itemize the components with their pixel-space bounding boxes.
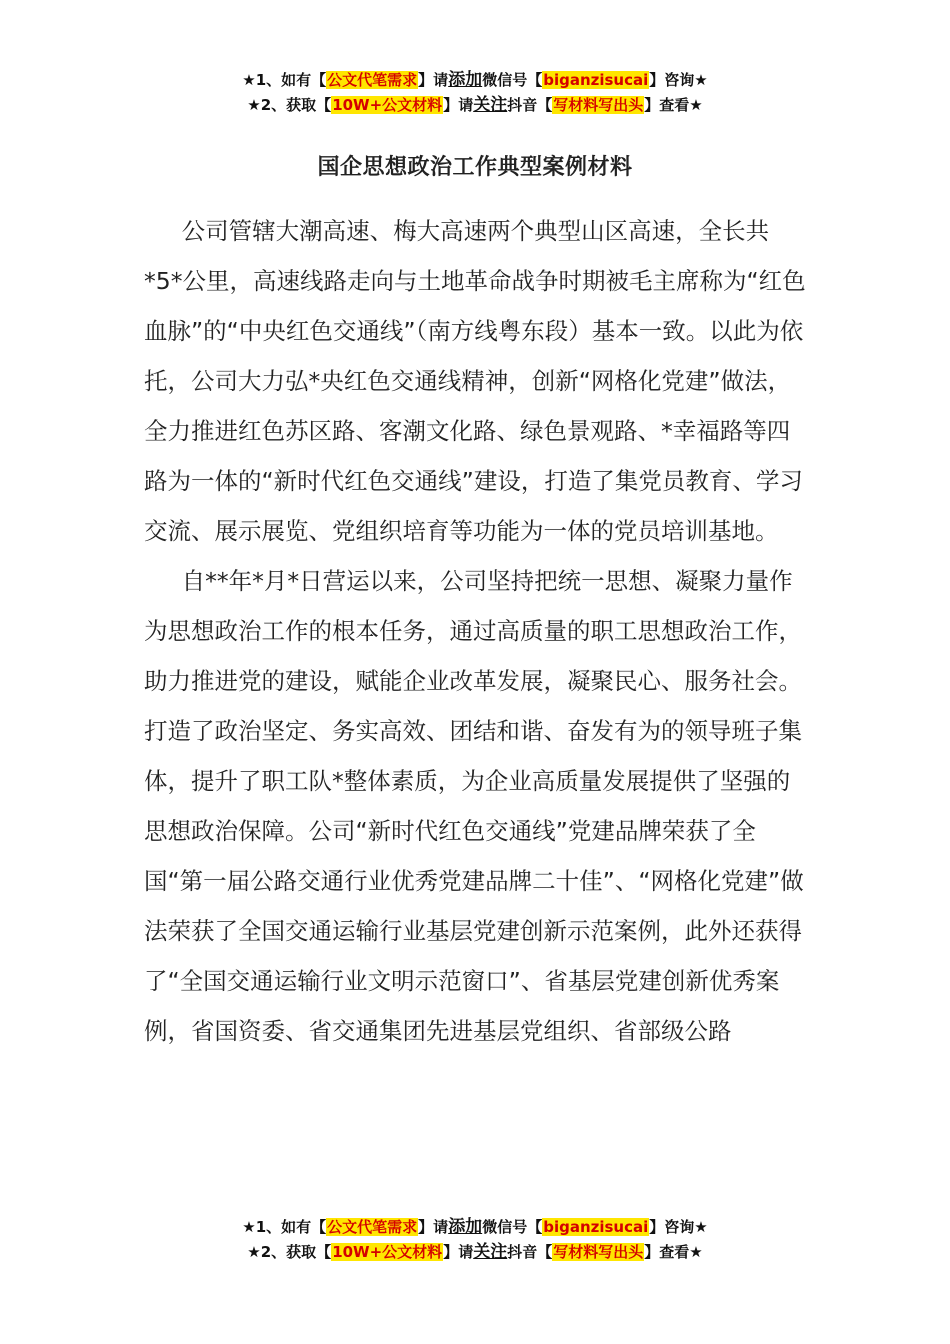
- highlight-materials: 10W+公文材料: [332, 1243, 443, 1261]
- paragraph-1: 公司管辖大潮高速、梅大高速两个典型山区高速，全长共*5*公里，高速线路走向与土地革命战争时期被毛主席称为“红色血脉”的“中央红色交通线”（南方线粤东段）基本一致。以此为依托，公司大力弘*央红色交通线精神，创新“网格化党建”做法，全力推进红色苏区路、客潮文化路、绿色景观路、*幸福路等四路为一体的“新时代红色交通线”建设，打造了集党员教育、学习交流、展示展览、党组织培育等功能为一体的党员培训基地。: [144, 217, 806, 545]
- highlight-service: 公文代笔需求: [327, 1218, 418, 1236]
- banner-line-1: ★1、如有【公文代笔需求】请添加微信号【biganzisucai】咨询★: [242, 70, 708, 90]
- highlight-douyin: 写材料写出头: [553, 96, 644, 114]
- document-title: 国企思想政治工作典型案例材料: [317, 155, 633, 180]
- highlight-service: 公文代笔需求: [327, 71, 418, 89]
- banner-line-1: ★1、如有【公文代笔需求】请添加微信号【biganzisucai】咨询★: [242, 1217, 708, 1237]
- banner-line-2: ★2、获取【10W+公文材料】请关注抖音【写材料写出头】查看★: [247, 95, 703, 115]
- highlight-douyin: 写材料写出头: [553, 1243, 644, 1261]
- highlight-wechat-id: biganzisucai: [543, 71, 649, 89]
- highlight-materials: 10W+公文材料: [332, 96, 443, 114]
- banner-line-2: ★2、获取【10W+公文材料】请关注抖音【写材料写出头】查看★: [247, 1242, 703, 1262]
- paragraph-2: 自**年*月*日营运以来，公司坚持把统一思想、凝聚力量作为思想政治工作的根本任务，通过高质量的职工思想政治工作，助力推进党的建设，赋能企业改革发展，凝聚民心、服务社会。打造了政治坚定、务实高效、团结和谐、奋发有为的领导班子集体，提升了职工队*整体素质，为企业高质量发展提供了坚强的思想政治保障。公司“新时代红色交通线”党建品牌荣获了全国“第一届公路交通行业优秀党建品牌二十佳”、“网格化党建”做法荣获了全国交通运输行业基层党建创新示范案例，此外还获得了“全国交通运输行业文明示范窗口”、省基层党建创新优秀案例，省国资委、省交通集团先进基层党组织、省部级公路: [144, 567, 804, 1045]
- banner-bottom: [0, 1215, 950, 1265]
- document-body: [144, 206, 806, 1056]
- highlight-wechat-id: biganzisucai: [543, 1218, 649, 1236]
- banner-top: [0, 68, 950, 118]
